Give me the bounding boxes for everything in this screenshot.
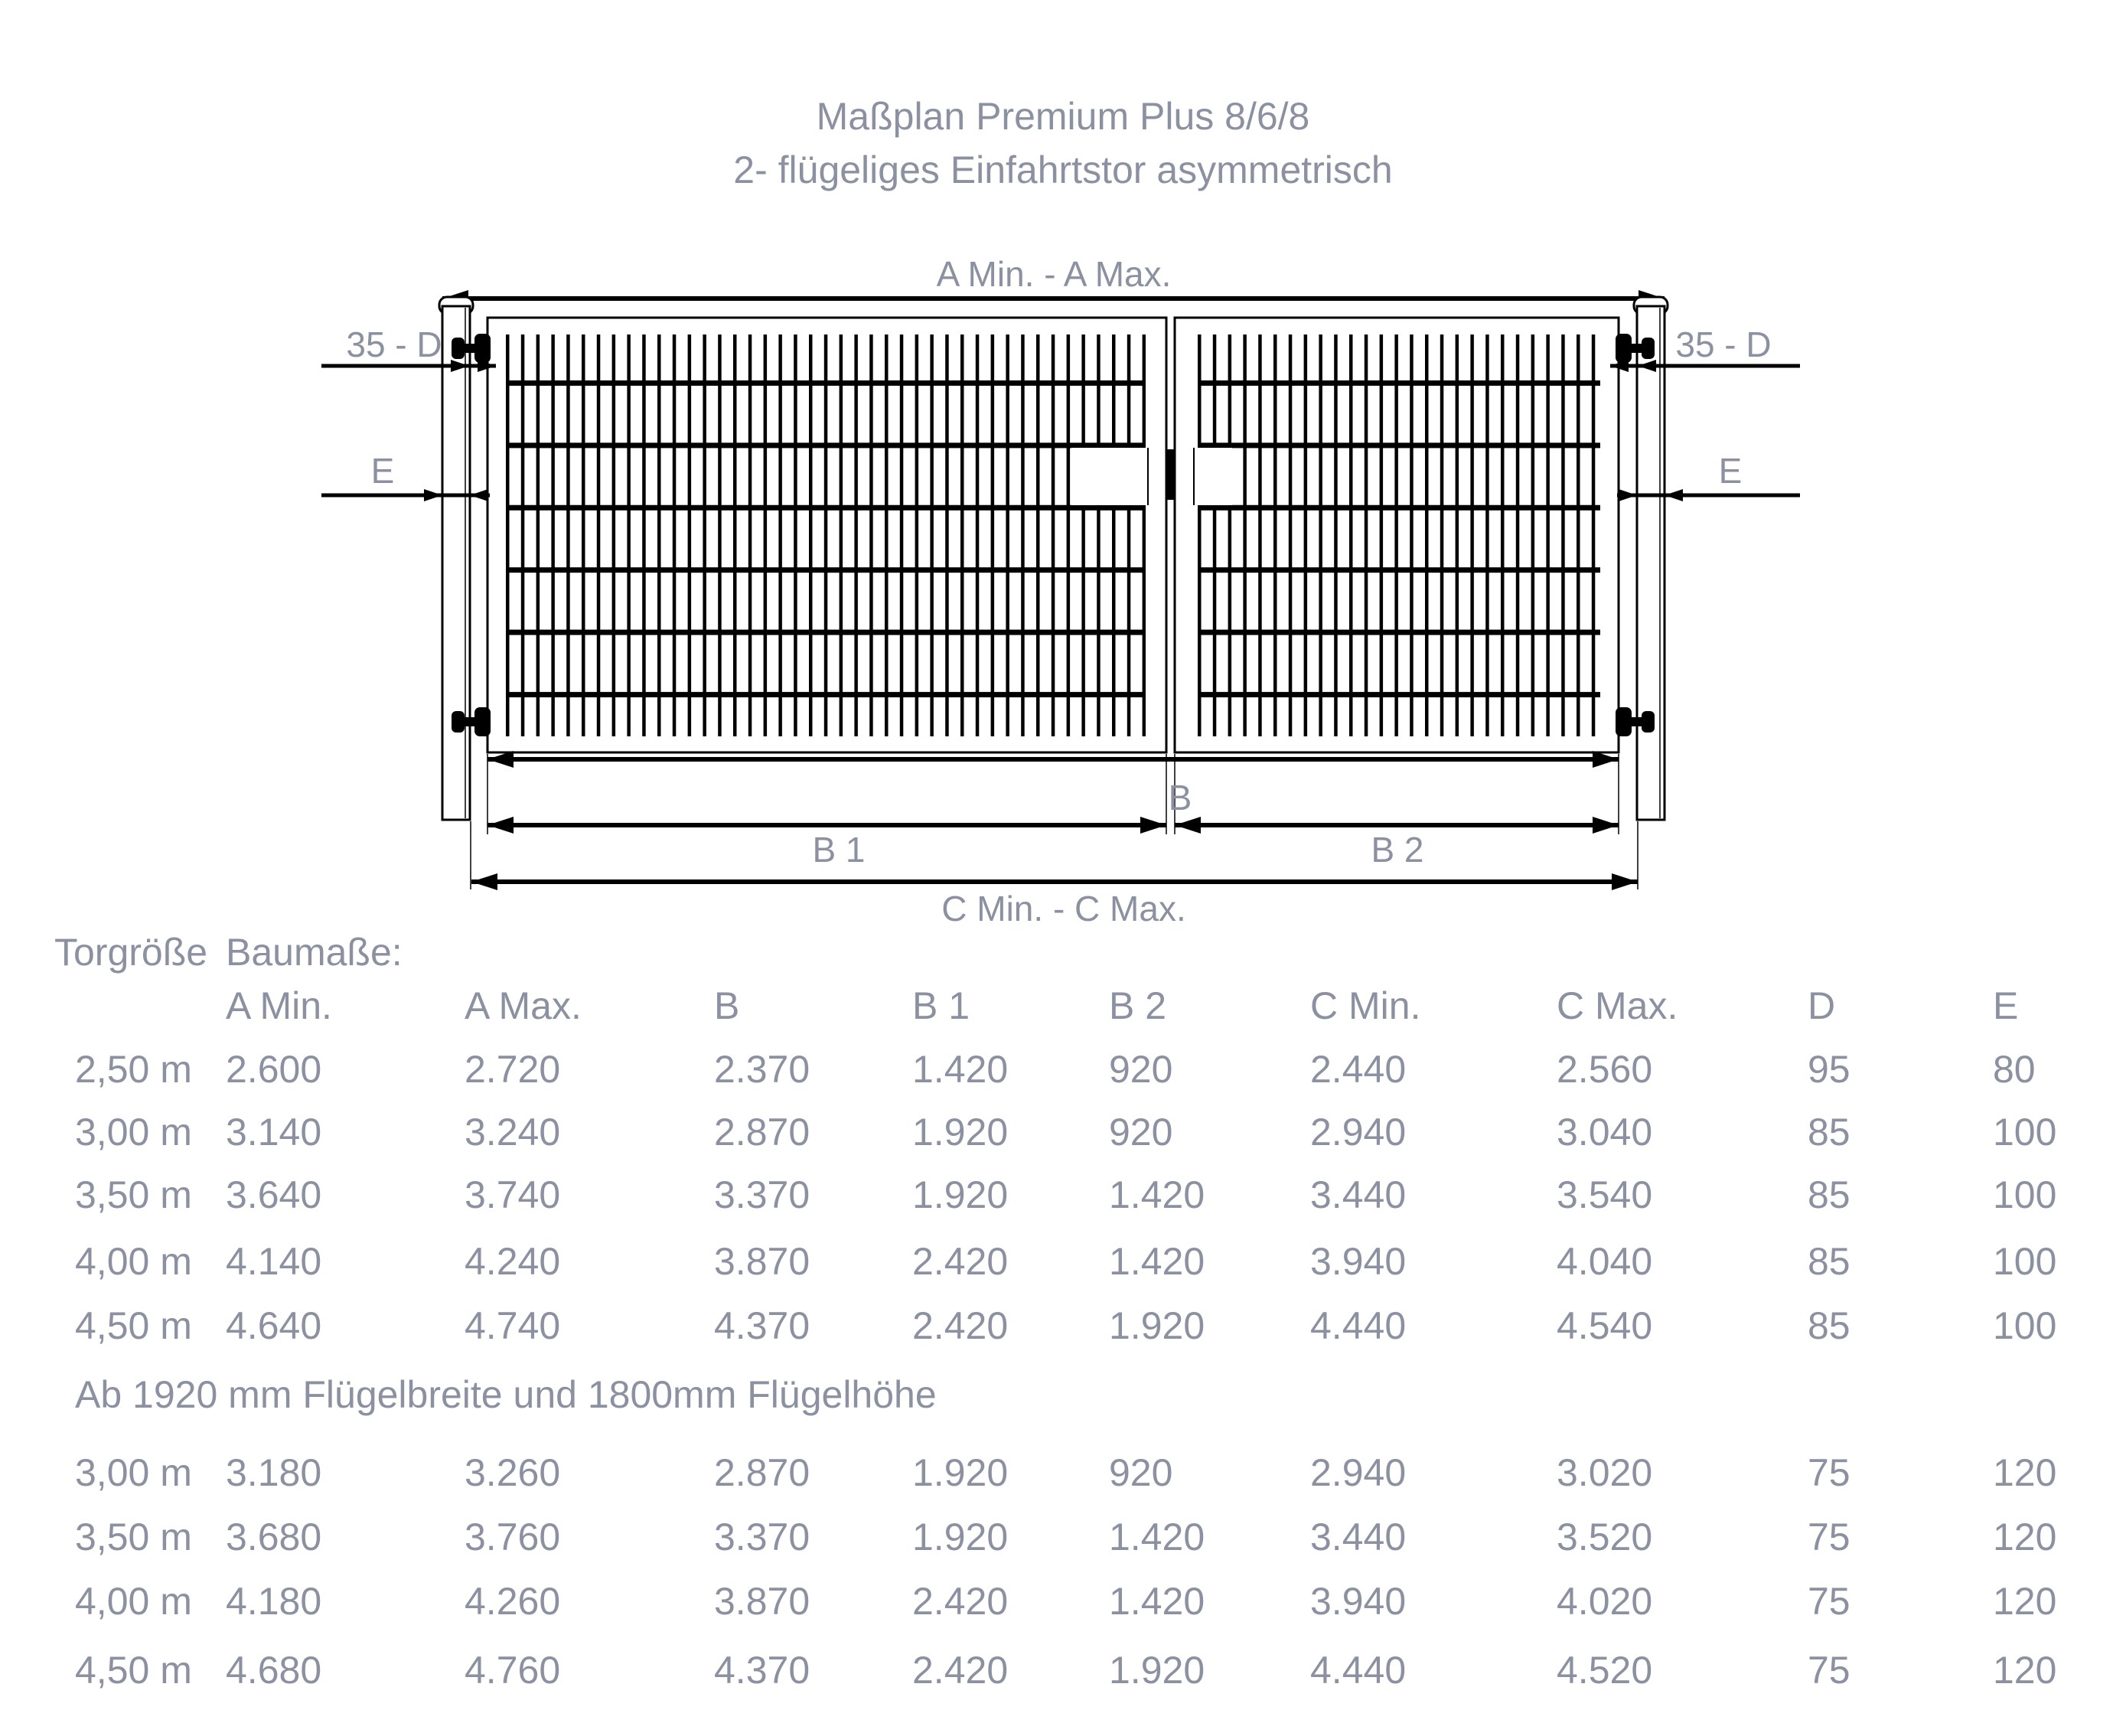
col-c-min: 3.940 bbox=[1310, 1580, 1407, 1623]
table-row bbox=[0, 1304, 2126, 1350]
left-post bbox=[439, 297, 473, 820]
col-a-min: 4.680 bbox=[226, 1649, 322, 1692]
header-d: D bbox=[1808, 984, 1836, 1027]
dim-35d-left-label: 35 - D bbox=[346, 325, 442, 364]
col-e: 120 bbox=[1993, 1649, 2057, 1692]
col-b1: 2.420 bbox=[912, 1304, 1009, 1347]
col-b2: 1.420 bbox=[1109, 1580, 1205, 1623]
table-header-main bbox=[0, 931, 2126, 977]
col-c-max: 3.020 bbox=[1557, 1451, 1653, 1494]
dim-a bbox=[442, 254, 1665, 307]
table-row bbox=[0, 1580, 2126, 1626]
col-b: 2.870 bbox=[714, 1111, 810, 1154]
header-gate-size: Torgröße bbox=[54, 931, 208, 974]
col-d: 75 bbox=[1808, 1580, 1850, 1623]
col-a-max: 3.240 bbox=[465, 1111, 561, 1154]
col-c-max: 3.540 bbox=[1557, 1173, 1653, 1216]
lock-plate-left bbox=[1071, 448, 1164, 505]
gate-size: 3,00 m bbox=[75, 1451, 192, 1494]
col-a-max: 4.760 bbox=[465, 1649, 561, 1692]
col-a-min: 2.600 bbox=[226, 1048, 322, 1091]
gate-size: 4,00 m bbox=[75, 1580, 192, 1623]
dim-b2-label: B 2 bbox=[1371, 830, 1424, 870]
table-header-columns bbox=[0, 984, 2126, 1030]
table-row bbox=[0, 1240, 2126, 1286]
col-b: 3.870 bbox=[714, 1240, 810, 1283]
hinge-bottom-right bbox=[1616, 707, 1655, 736]
col-b2: 1.420 bbox=[1109, 1240, 1205, 1283]
header-b: B bbox=[714, 984, 740, 1027]
left-wing-mesh bbox=[506, 334, 1146, 736]
col-a-max: 4.240 bbox=[465, 1240, 561, 1283]
col-d: 85 bbox=[1808, 1304, 1850, 1347]
table-row bbox=[0, 1111, 2126, 1157]
col-a-max: 4.260 bbox=[465, 1580, 561, 1623]
col-b: 3.370 bbox=[714, 1516, 810, 1558]
col-d: 75 bbox=[1808, 1451, 1850, 1494]
dim-b bbox=[487, 751, 1619, 817]
extension-lines bbox=[471, 754, 1638, 889]
col-b1: 2.420 bbox=[912, 1580, 1009, 1623]
col-b: 3.870 bbox=[714, 1580, 810, 1623]
dim-b-label: B bbox=[1168, 778, 1192, 817]
col-b1: 1.920 bbox=[912, 1111, 1009, 1154]
col-b: 2.870 bbox=[714, 1451, 810, 1494]
col-b: 4.370 bbox=[714, 1304, 810, 1347]
header-build-dims: Baumaße: bbox=[226, 931, 403, 974]
col-d: 85 bbox=[1808, 1173, 1850, 1216]
dim-c-label: C Min. - C Max. bbox=[941, 889, 1186, 928]
col-b: 2.370 bbox=[714, 1048, 810, 1091]
col-a-min: 3.640 bbox=[226, 1173, 322, 1216]
dim-c bbox=[471, 873, 1638, 928]
col-a-min: 3.180 bbox=[226, 1451, 322, 1494]
header-a-min: A Min. bbox=[226, 984, 332, 1027]
table-row bbox=[0, 1649, 2126, 1695]
col-e: 120 bbox=[1993, 1580, 2057, 1623]
table-row bbox=[0, 1173, 2126, 1219]
col-b1: 2.420 bbox=[912, 1240, 1009, 1283]
hinge-top-right bbox=[1616, 334, 1655, 363]
header-b1: B 1 bbox=[912, 984, 970, 1027]
col-d: 75 bbox=[1808, 1649, 1850, 1692]
right-wing-mesh bbox=[1198, 334, 1600, 736]
col-e: 120 bbox=[1993, 1516, 2057, 1558]
col-a-min: 4.180 bbox=[226, 1580, 322, 1623]
col-a-max: 3.740 bbox=[465, 1173, 561, 1216]
gate-size: 3,50 m bbox=[75, 1516, 192, 1558]
col-c-min: 2.440 bbox=[1310, 1048, 1407, 1091]
right-post bbox=[1634, 297, 1668, 820]
header-c-max: C Max. bbox=[1557, 984, 1678, 1027]
col-b2: 1.920 bbox=[1109, 1304, 1205, 1347]
col-a-min: 3.140 bbox=[226, 1111, 322, 1154]
col-a-min: 3.680 bbox=[226, 1516, 322, 1558]
header-e: E bbox=[1993, 984, 2019, 1027]
col-a-min: 4.640 bbox=[226, 1304, 322, 1347]
dim-35d-right-label: 35 - D bbox=[1675, 325, 1772, 364]
table-row bbox=[0, 1048, 2126, 1094]
dim-a-label: A Min. - A Max. bbox=[936, 254, 1172, 294]
table-row bbox=[0, 1516, 2126, 1561]
dim-e-right-label: E bbox=[1718, 451, 1743, 491]
col-b1: 1.920 bbox=[912, 1451, 1009, 1494]
col-d: 95 bbox=[1808, 1048, 1850, 1091]
col-c-max: 3.040 bbox=[1557, 1111, 1653, 1154]
col-b2: 1.420 bbox=[1109, 1516, 1205, 1558]
col-c-max: 4.020 bbox=[1557, 1580, 1653, 1623]
col-d: 85 bbox=[1808, 1111, 1850, 1154]
col-c-max: 3.520 bbox=[1557, 1516, 1653, 1558]
dim-e-left-label: E bbox=[370, 451, 395, 491]
page-subtitle: 2- flügeliges Einfahrtstor asymmetrisch bbox=[733, 148, 1393, 191]
col-e: 80 bbox=[1993, 1048, 2036, 1091]
table-row bbox=[0, 1451, 2126, 1497]
col-c-max: 2.560 bbox=[1557, 1048, 1653, 1091]
col-e: 100 bbox=[1993, 1111, 2057, 1154]
col-e: 100 bbox=[1993, 1304, 2057, 1347]
col-c-min: 3.440 bbox=[1310, 1516, 1407, 1558]
header-a-max: A Max. bbox=[465, 984, 582, 1027]
dim-b2 bbox=[1175, 817, 1619, 870]
lock-bar bbox=[1166, 449, 1175, 500]
col-c-min: 4.440 bbox=[1310, 1304, 1407, 1347]
col-b2: 920 bbox=[1109, 1111, 1173, 1154]
col-b2: 1.420 bbox=[1109, 1173, 1205, 1216]
section2-note: Ab 1920 mm Flügelbreite und 1800mm Flügelhöhe bbox=[75, 1373, 937, 1416]
col-b1: 2.420 bbox=[912, 1649, 1009, 1692]
gate-size: 4,50 m bbox=[75, 1304, 192, 1347]
lock-plate-right bbox=[1177, 448, 1232, 505]
col-a-max: 3.760 bbox=[465, 1516, 561, 1558]
col-d: 85 bbox=[1808, 1240, 1850, 1283]
col-c-min: 3.940 bbox=[1310, 1240, 1407, 1283]
col-b1: 1.920 bbox=[912, 1173, 1009, 1216]
gate-size: 4,00 m bbox=[75, 1240, 192, 1283]
col-a-min: 4.140 bbox=[226, 1240, 322, 1283]
col-c-max: 4.520 bbox=[1557, 1649, 1653, 1692]
gate-size: 2,50 m bbox=[75, 1048, 192, 1091]
header-c-min: C Min. bbox=[1310, 984, 1421, 1027]
col-a-max: 4.740 bbox=[465, 1304, 561, 1347]
col-b1: 1.420 bbox=[912, 1048, 1009, 1091]
col-c-min: 2.940 bbox=[1310, 1451, 1407, 1494]
dim-b1-label: B 1 bbox=[812, 830, 866, 870]
col-e: 120 bbox=[1993, 1451, 2057, 1494]
col-a-max: 2.720 bbox=[465, 1048, 561, 1091]
col-c-min: 2.940 bbox=[1310, 1111, 1407, 1154]
lock-assembly bbox=[1071, 448, 1232, 505]
gate-size: 3,00 m bbox=[75, 1111, 192, 1154]
col-e: 100 bbox=[1993, 1240, 2057, 1283]
col-b1: 1.920 bbox=[912, 1516, 1009, 1558]
header-b2: B 2 bbox=[1109, 984, 1167, 1027]
col-c-min: 3.440 bbox=[1310, 1173, 1407, 1216]
col-c-min: 4.440 bbox=[1310, 1649, 1407, 1692]
col-b: 4.370 bbox=[714, 1649, 810, 1692]
col-a-max: 3.260 bbox=[465, 1451, 561, 1494]
gate-size: 3,50 m bbox=[75, 1173, 192, 1216]
col-c-max: 4.540 bbox=[1557, 1304, 1653, 1347]
section2-note-row bbox=[0, 1373, 2126, 1419]
col-b2: 1.920 bbox=[1109, 1649, 1205, 1692]
col-b2: 920 bbox=[1109, 1048, 1173, 1091]
col-c-max: 4.040 bbox=[1557, 1240, 1653, 1283]
page-title: Maßplan Premium Plus 8/6/8 bbox=[816, 95, 1310, 138]
dim-b1 bbox=[487, 817, 1166, 870]
col-b2: 920 bbox=[1109, 1451, 1173, 1494]
col-d: 75 bbox=[1808, 1516, 1850, 1558]
gate-diagram bbox=[0, 253, 2126, 941]
gate-size: 4,50 m bbox=[75, 1649, 192, 1692]
col-e: 100 bbox=[1993, 1173, 2057, 1216]
col-b: 3.370 bbox=[714, 1173, 810, 1216]
